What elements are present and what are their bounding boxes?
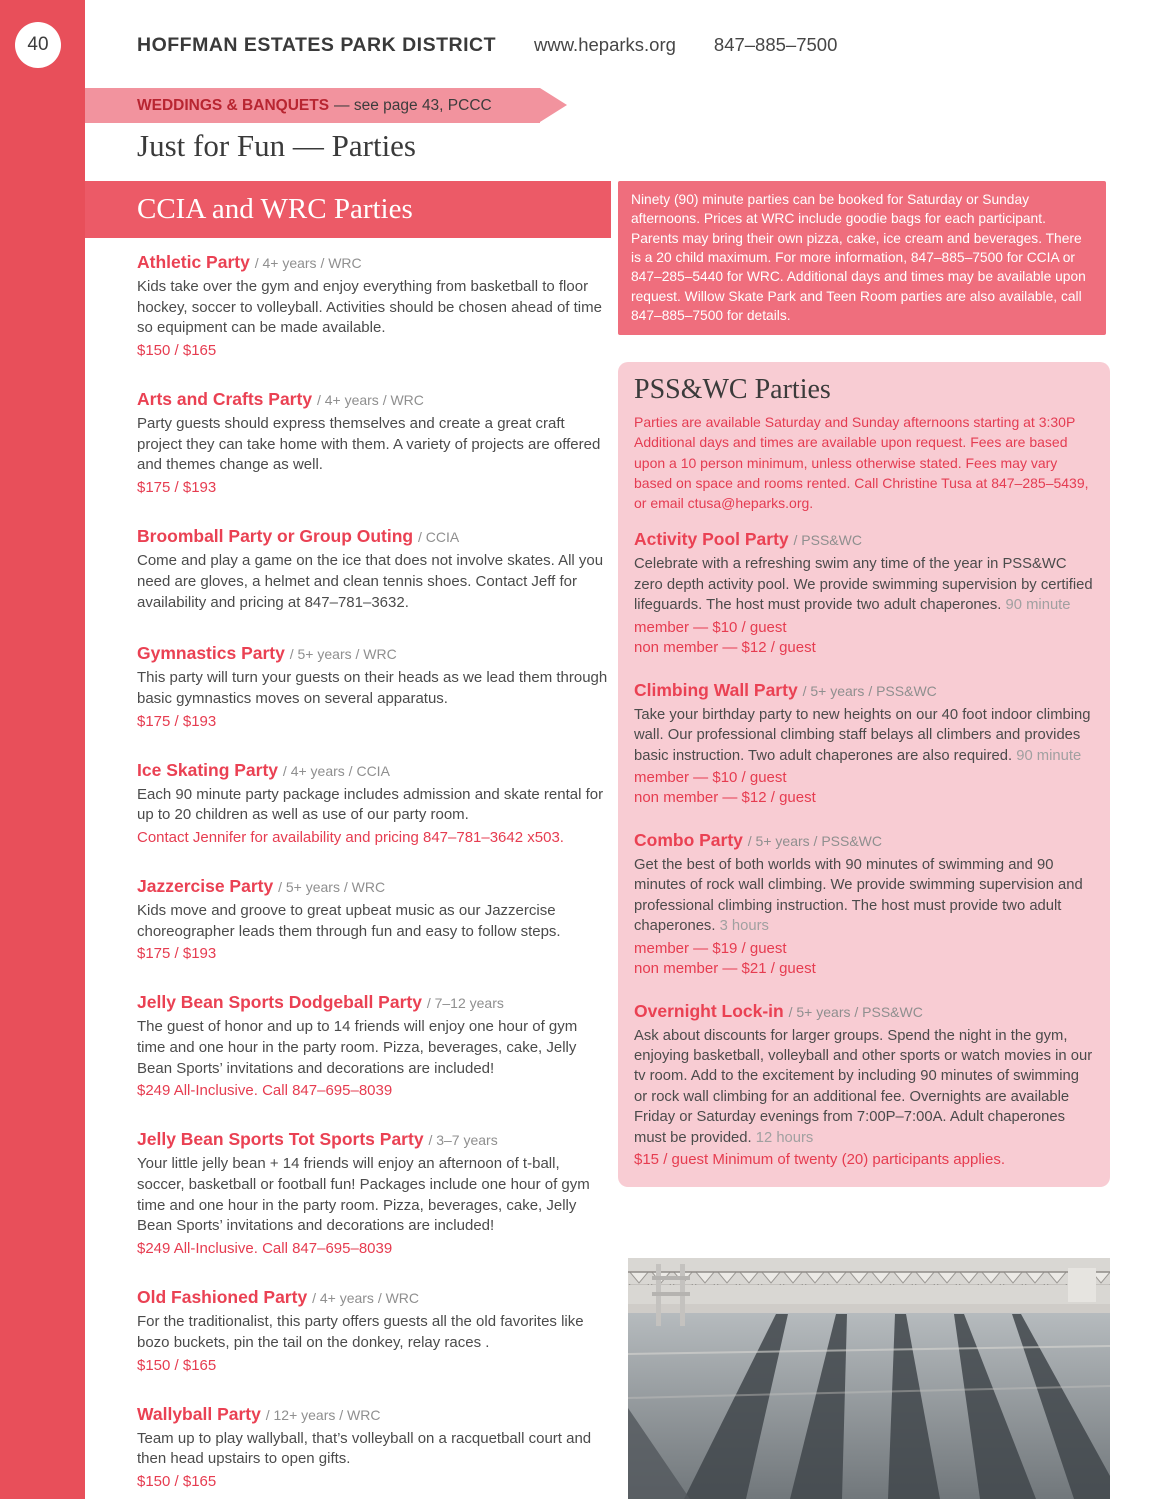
party-price: $175 / $193 xyxy=(137,712,217,730)
party-price: $175 / $193 xyxy=(137,945,217,963)
party-price-nonmember: non member — $12 / guest xyxy=(634,638,816,656)
party-price: $150 / $165 xyxy=(137,342,217,360)
party-meta: / 5+ years / PSS&WC xyxy=(802,682,937,699)
party-title: Jazzercise Party xyxy=(137,875,274,896)
party-title-row xyxy=(137,760,609,781)
party-meta: / CCIA xyxy=(418,529,460,546)
party-duration: 12 hours xyxy=(755,1129,814,1146)
party-price: Contact Jennifer for availability and pricing 847–781–3642 x503. xyxy=(137,828,564,846)
party-entry xyxy=(137,992,609,1099)
party-description: Kids move and groove to great upbeat music as our Jazzercise choreographer leads them through fun and easy to follow steps. xyxy=(137,901,561,940)
psswc-box-title: PSS&WC Parties xyxy=(634,374,831,405)
party-entry xyxy=(137,643,609,729)
party-meta: / 5+ years / WRC xyxy=(289,646,397,663)
party-title: Broomball Party or Group Outing xyxy=(137,526,414,547)
party-title-row xyxy=(137,1287,609,1308)
party-entry xyxy=(137,876,609,962)
party-title: Jelly Bean Sports Dodgeball Party xyxy=(137,992,422,1013)
party-description xyxy=(634,855,1094,937)
party-meta: / 4+ years / WRC xyxy=(254,255,362,271)
party-title: Overnight Lock-in xyxy=(634,1000,784,1021)
website-link[interactable]: www.heparks.org xyxy=(534,34,676,55)
party-title-row xyxy=(137,643,609,664)
party-description xyxy=(634,1026,1094,1148)
party-meta: / PSS&WC xyxy=(793,532,862,549)
party-meta: / 3–7 years xyxy=(428,1132,498,1149)
page-header xyxy=(137,34,837,57)
party-description: For the traditionalist, this party offers guests all the old favorites like bozo buckets, pin the tail on the donkey, relay races . xyxy=(137,1313,584,1351)
party-meta: / 5+ years / WRC xyxy=(278,878,386,895)
party-title-row xyxy=(137,1129,609,1150)
page-number-badge xyxy=(15,22,61,68)
party-price: $249 All-Inclusive. Call 847–695–8039 xyxy=(137,1082,393,1100)
psswc-parties-list xyxy=(634,529,1094,1168)
party-meta: / 7–12 years xyxy=(426,995,504,1012)
party-entry xyxy=(137,1404,609,1490)
party-description: Kids take over the gym and enjoy everything from basketball to floor hockey, soccer to volleyball. Activities should be chosen ahead of time so equipment can be made available. xyxy=(137,278,602,337)
party-title: Old Fashioned Party xyxy=(137,1287,308,1308)
party-price-nonmember: non member — $12 / guest xyxy=(634,788,816,806)
party-title: Arts and Crafts Party xyxy=(137,389,313,410)
party-meta: / 4+ years / CCIA xyxy=(282,762,390,779)
pool-photo xyxy=(628,1258,1110,1499)
pool-photo-image xyxy=(628,1258,1110,1499)
party-description: Your little jelly bean + 14 friends will enjoy an afternoon of t-ball, soccer, basketball or football fun! Packages include one hour of gym time and one hour in the party room. Pizza, beverages, cake, Jelly Bean Sports’ invitations and decorations are included! xyxy=(137,1155,590,1235)
party-title: Ice Skating Party xyxy=(137,759,279,780)
psswc-parties-box xyxy=(618,362,1110,1187)
weddings-banner-note: — see page 43, PCCC xyxy=(334,96,492,114)
weddings-banner-label: WEDDINGS & BANQUETS xyxy=(137,96,330,114)
party-price: $150 / $165 xyxy=(137,1472,217,1490)
party-price-member: member — $19 / guest xyxy=(634,939,787,957)
party-meta: / 12+ years / WRC xyxy=(265,1406,381,1423)
page-number: 40 xyxy=(27,34,49,55)
party-title-row xyxy=(137,876,609,897)
party-title-row xyxy=(634,830,1094,851)
party-title-row xyxy=(137,389,609,410)
party-description-text: Ask about discounts for larger groups. Spend the night in the gym, enjoying basketball, volleyball and other sports or watch movies in our tv room. Add to the excitement by including 90 minutes of swimming or rock wall climbing for an additional fee. Overnights are available Friday or Saturday evenings from 7:00P–7:00A. Adult chaperones must be provided. xyxy=(634,1027,1093,1146)
party-description xyxy=(634,705,1094,766)
party-entry xyxy=(137,760,609,846)
weddings-banner xyxy=(85,88,540,123)
party-entry xyxy=(137,526,609,613)
party-description: The guest of honor and up to 14 friends will enjoy one hour of gym time and one hour in the party room. Pizza, beverages, cake, Jelly Bean Sports’ invitations and decorations are included! xyxy=(137,1018,578,1077)
party-title-row xyxy=(634,680,1094,701)
party-price-member: $15 / guest Minimum of twenty (20) participants applies. xyxy=(634,1150,1006,1168)
party-description: Team up to play wallyball, that’s volleyball on a racquetball court and then head upstairs to open gifts. xyxy=(137,1429,592,1468)
party-title: Activity Pool Party xyxy=(634,529,789,550)
party-description-text: Take your birthday party to new heights on our 40 foot indoor climbing wall. Our professional climbing staff belays all climbers and provides basic instruction. Two adult chaperones are also required. xyxy=(634,706,1091,764)
left-accent-bar xyxy=(0,0,85,1499)
party-price-member: member — $10 / guest xyxy=(634,618,787,636)
party-entry xyxy=(634,680,1094,806)
party-meta: / 4+ years / WRC xyxy=(316,392,424,409)
banner-arrow xyxy=(540,88,567,122)
party-title-row xyxy=(634,529,1094,550)
party-description xyxy=(634,554,1094,615)
party-entry xyxy=(634,529,1094,655)
party-description: Party guests should express themselves and create a great craft project they can take home with them. A variety of projects are offered and themes change as well. xyxy=(137,415,601,474)
party-description: This party will turn your guests on their heads as we lead them through basic gymnastics moves on several apparatus. xyxy=(137,669,608,707)
party-description-text: Celebrate with a refreshing swim any time of the year in PSS&WC zero depth activity pool. We provide swimming supervision by certified lifeguards. The host must provide two adult chaperones. xyxy=(634,556,1093,614)
ccia-wrc-band xyxy=(85,181,611,238)
phone-number: 847–885–7500 xyxy=(713,34,838,55)
ccia-wrc-band-title: CCIA and WRC Parties xyxy=(137,193,413,225)
party-entry xyxy=(137,252,609,359)
party-duration: 90 minute xyxy=(1016,747,1082,764)
party-price: $175 / $193 xyxy=(137,479,217,497)
party-entry xyxy=(137,1129,609,1257)
party-price: $249 All-Inclusive. Call 847–695–8039 xyxy=(137,1240,393,1258)
party-meta: / 4+ years / WRC xyxy=(312,1290,420,1307)
party-entry xyxy=(634,830,1094,977)
page-title: Just for Fun — Parties xyxy=(137,128,416,163)
party-title: Gymnastics Party xyxy=(137,643,285,664)
party-title: Jelly Bean Sports Tot Sports Party xyxy=(137,1129,424,1150)
party-title-row xyxy=(634,1001,1094,1022)
party-price-member: member — $10 / guest xyxy=(634,768,787,786)
district-title: HOFFMAN ESTATES PARK DISTRICT xyxy=(137,34,496,56)
party-price-nonmember: non member — $21 / guest xyxy=(634,959,816,977)
party-price: $150 / $165 xyxy=(137,1356,217,1374)
party-entry xyxy=(137,389,609,496)
psswc-box-intro: Parties are available Saturday and Sunday afternoons starting at 3:30P Additional days and times are available upon request. Fees are based upon a 10 person minimum, unless otherwise stated. Fees may vary based on space and rooms rented. Call Christine Tusa at 847–285–5439, or email ctusa@heparks.org. xyxy=(634,414,1089,512)
party-duration: 3 hours xyxy=(719,918,769,935)
party-title: Combo Party xyxy=(634,829,743,850)
parties-info-box: Ninety (90) minute parties can be booked for Saturday or Sunday afternoons. Prices at WRC include goodie bags for each participant. Parents may bring their own pizza, cake, ice cream and beverages. There is a 20 child maximum. For more information, 847–885–7500 for CCIA or 847–285–5440 for WRC. Additional days and times may be available upon request. Willow Skate Park and Teen Room parties are also available, call 847–885–7500 for details. xyxy=(618,181,1106,335)
party-description: Come and play a game on the ice that does not involve skates. All you need are gloves, a helmet and clean tennis shoes. Contact Jeff for availability and pricing at 847–781–3632. xyxy=(137,552,604,611)
party-title-row xyxy=(137,992,609,1013)
party-duration: 90 minute xyxy=(1005,597,1071,614)
party-title-row xyxy=(137,252,609,273)
party-title: Athletic Party xyxy=(137,252,250,272)
party-title-row xyxy=(137,1404,609,1425)
party-title-row xyxy=(137,526,609,547)
party-meta: / 5+ years / PSS&WC xyxy=(788,1003,923,1020)
party-meta: / 5+ years / PSS&WC xyxy=(747,832,882,849)
party-entry xyxy=(634,1001,1094,1168)
party-description-text: Get the best of both worlds with 90 minutes of swimming and 90 minutes of rock wall climbing. We provide swimming supervision and professional climbing instruction. The host must provide two adult chaperones. xyxy=(634,856,1083,935)
party-title: Wallyball Party xyxy=(137,1403,261,1424)
left-column-parties xyxy=(137,252,609,1499)
party-title: Climbing Wall Party xyxy=(634,679,798,700)
party-description: Each 90 minute party package includes admission and skate rental for up to 20 children as well as use of our party room. xyxy=(137,785,604,824)
party-entry xyxy=(137,1287,609,1373)
